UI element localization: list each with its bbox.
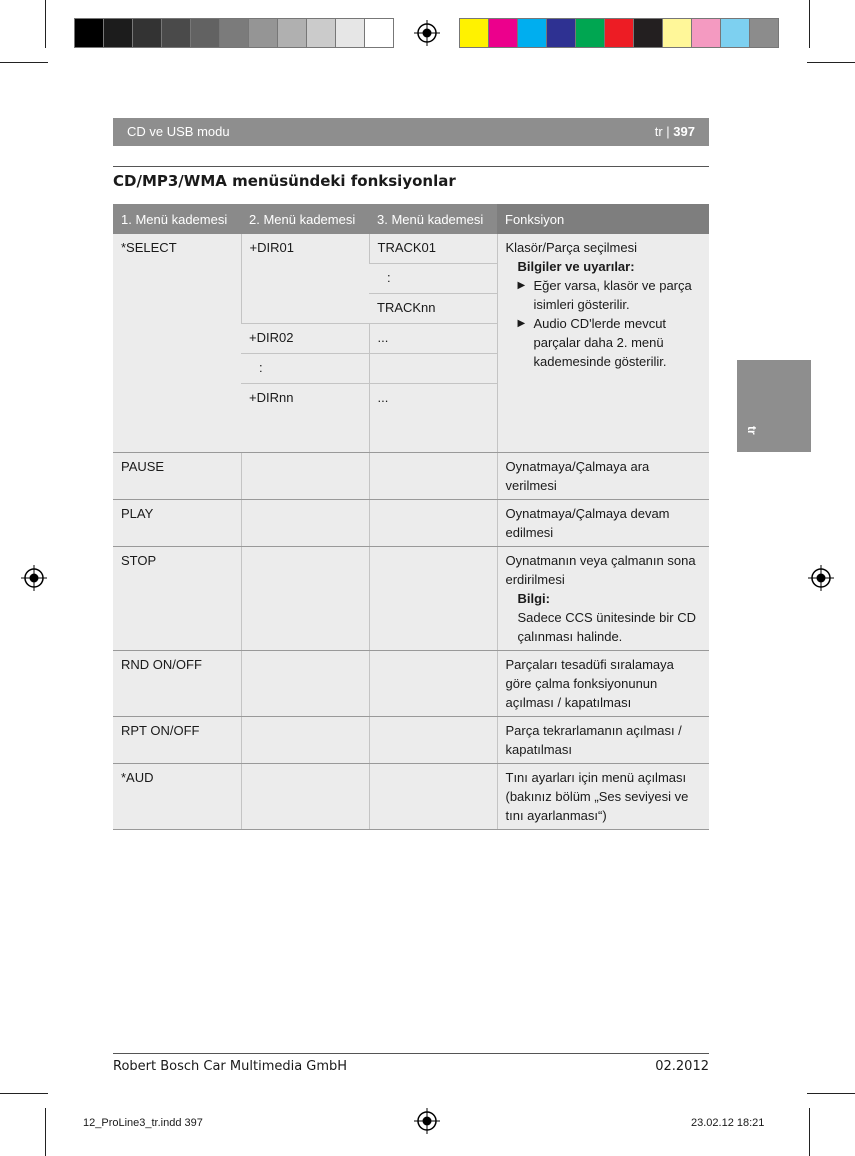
table-cell: TRACK01	[369, 234, 497, 264]
table-cell	[241, 453, 369, 500]
table-cell	[241, 354, 369, 384]
list-item	[506, 276, 702, 314]
table-cell: TRACKnn	[369, 294, 497, 324]
continuation-mark: :	[259, 360, 263, 375]
grayscale-bar	[74, 18, 393, 48]
print-slug-time: 23.02.12 18:21	[691, 1117, 765, 1129]
registration-mark-icon	[414, 20, 440, 46]
table-cell: Oynatmaya/Çalmaya ara verilmesi	[497, 453, 709, 500]
crop-mark	[809, 1108, 810, 1156]
crop-mark	[0, 62, 48, 63]
table-cell	[497, 547, 709, 651]
footer-date: 02.2012	[655, 1059, 709, 1074]
table-row	[113, 651, 709, 717]
continuation-mark: :	[387, 270, 391, 285]
page-number: 397	[673, 124, 695, 139]
registration-mark-icon	[414, 1108, 440, 1134]
section-title: CD/MP3/WMA menüsündeki fonksiyonlar	[113, 172, 456, 190]
process-color-bar	[459, 18, 778, 48]
list-item	[506, 314, 702, 371]
color-swatch	[103, 18, 133, 48]
table-cell	[241, 717, 369, 764]
table-cell: RND ON/OFF	[113, 651, 241, 717]
color-swatch	[488, 18, 518, 48]
crop-mark	[809, 0, 810, 48]
side-tab-label: tr	[745, 426, 759, 435]
table-cell: +DIRnn	[241, 384, 369, 453]
table-cell	[241, 547, 369, 651]
color-swatch	[604, 18, 634, 48]
table-cell: +DIR02	[241, 324, 369, 354]
note-heading: Bilgiler ve uyarılar:	[517, 259, 635, 274]
print-slug-file: 12_ProLine3_tr.indd 397	[83, 1117, 203, 1129]
color-swatch	[633, 18, 663, 48]
table-cell: RPT ON/OFF	[113, 717, 241, 764]
language-side-tab	[737, 360, 811, 452]
footer-company: Robert Bosch Car Multimedia GmbH	[113, 1059, 348, 1074]
select-function-cell	[497, 234, 709, 453]
table-cell: Oynatmaya/Çalmaya devam edilmesi	[497, 500, 709, 547]
table-cell: *AUD	[113, 764, 241, 830]
crop-mark	[45, 0, 46, 48]
color-swatch	[546, 18, 576, 48]
table-cell	[369, 264, 497, 294]
color-swatch	[190, 18, 220, 48]
header-page-number	[655, 124, 695, 139]
registration-mark-icon	[808, 565, 834, 591]
table-row	[113, 234, 709, 264]
table-cell	[241, 500, 369, 547]
table-cell	[241, 651, 369, 717]
color-swatch	[517, 18, 547, 48]
note-text: Sadece CCS ünitesinde bir CD çalınması halinde.	[517, 610, 696, 644]
table-row	[113, 453, 709, 500]
color-swatch	[219, 18, 249, 48]
table-cell: *SELECT	[113, 234, 241, 453]
color-swatch	[248, 18, 278, 48]
color-swatch	[364, 18, 394, 48]
color-swatch	[132, 18, 162, 48]
bullet-triangle-icon: ▶	[517, 318, 526, 329]
table-cell	[369, 500, 497, 547]
registration-mark-icon	[21, 565, 47, 591]
note-heading: Bilgi:	[517, 591, 550, 606]
table-cell: PAUSE	[113, 453, 241, 500]
color-swatch	[161, 18, 191, 48]
table-cell: STOP	[113, 547, 241, 651]
color-swatch	[335, 18, 365, 48]
color-swatch	[720, 18, 750, 48]
color-swatch	[306, 18, 336, 48]
running-header	[113, 118, 709, 146]
crop-mark	[807, 1093, 855, 1094]
table-cell: ...	[369, 324, 497, 354]
table-cell: Tını ayarları için menü açılması (bakınız bölüm „Ses seviyesi ve tını ayarlanması“)	[497, 764, 709, 830]
color-swatch	[691, 18, 721, 48]
color-swatch	[575, 18, 605, 48]
column-header: Fonksiyon	[497, 204, 709, 234]
table-cell	[369, 453, 497, 500]
title-rule	[113, 166, 709, 167]
function-text: Oynatmanın veya çalmanın sona erdirilmesi	[505, 553, 696, 587]
color-swatch	[662, 18, 692, 48]
footer-rule	[113, 1053, 709, 1054]
table-cell: Parçaları tesadüfi sıralamaya göre çalma fonksiyonunun açılması / kapatılması	[497, 651, 709, 717]
crop-mark	[45, 1108, 46, 1156]
function-table	[113, 204, 709, 830]
table-cell	[369, 651, 497, 717]
color-swatch	[277, 18, 307, 48]
table-cell	[241, 764, 369, 830]
table-cell	[369, 764, 497, 830]
color-swatch	[74, 18, 104, 48]
crop-mark	[0, 1093, 48, 1094]
header-section: CD ve USB modu	[127, 124, 230, 139]
table-row	[113, 764, 709, 830]
table-cell	[369, 354, 497, 384]
table-cell: Parça tekrarlamanın açılması / kapatılması	[497, 717, 709, 764]
bullet-text: Eğer varsa, klasör ve parça isimleri gösterilir.	[533, 278, 692, 312]
bullet-text: Audio CD'lerde mevcut parçalar daha 2. menü kademesinde gösterilir.	[533, 316, 667, 369]
bullet-triangle-icon: ▶	[517, 280, 526, 291]
table-cell: +DIR01	[241, 234, 369, 324]
table-cell	[369, 547, 497, 651]
crop-mark	[807, 62, 855, 63]
table-row	[113, 717, 709, 764]
table-cell: ...	[369, 384, 497, 453]
table-row	[113, 547, 709, 651]
color-swatch	[459, 18, 489, 48]
column-header: 1. Menü kademesi	[113, 204, 241, 234]
function-text: Klasör/Parça seçilmesi	[505, 240, 637, 255]
color-swatch	[749, 18, 779, 48]
table-cell	[369, 717, 497, 764]
column-header: 3. Menü kademesi	[369, 204, 497, 234]
table-cell: PLAY	[113, 500, 241, 547]
table-header-row	[113, 204, 709, 234]
header-lang: tr |	[654, 124, 674, 139]
table-row	[113, 500, 709, 547]
column-header: 2. Menü kademesi	[241, 204, 369, 234]
